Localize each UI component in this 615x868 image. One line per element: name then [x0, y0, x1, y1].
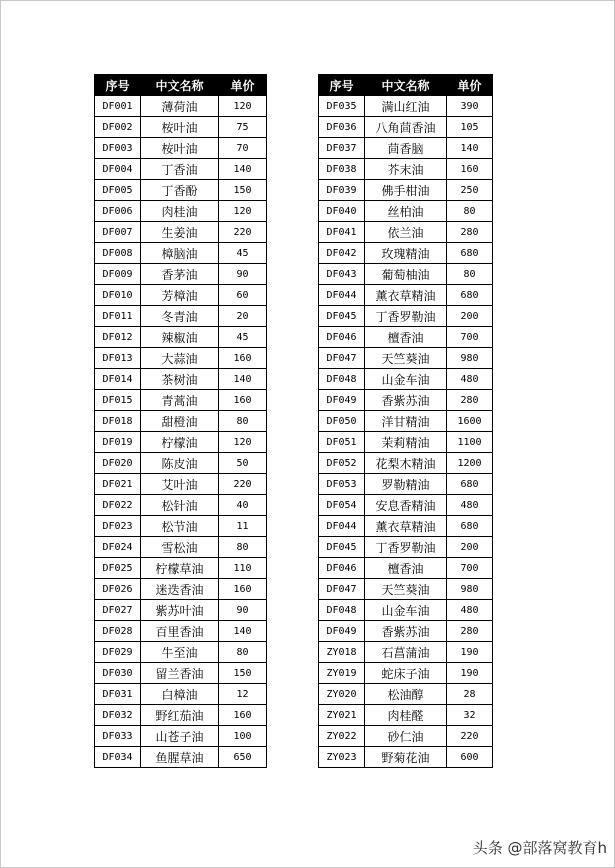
product-code-cell: DF029	[95, 642, 141, 663]
product-code-cell: DF052	[319, 453, 365, 474]
product-price-cell: 11	[219, 516, 267, 537]
header-code: 序号	[95, 75, 141, 96]
table-row	[95, 600, 267, 621]
product-code-cell: DF049	[319, 621, 365, 642]
product-price-cell: 28	[447, 684, 493, 705]
table-row	[95, 642, 267, 663]
product-code-cell: DF032	[95, 705, 141, 726]
product-code-cell: DF015	[95, 390, 141, 411]
table-row	[319, 747, 493, 768]
table-row	[95, 558, 267, 579]
product-code-cell: DF022	[95, 495, 141, 516]
product-price-cell: 220	[447, 726, 493, 747]
table-row	[319, 96, 493, 117]
product-price-cell: 110	[219, 558, 267, 579]
table-row	[319, 285, 493, 306]
product-name-cell: 罗勒精油	[365, 474, 447, 495]
table-row	[95, 96, 267, 117]
product-code-cell: ZY019	[319, 663, 365, 684]
product-code-cell: DF034	[95, 747, 141, 768]
product-name-cell: 留兰香油	[141, 663, 219, 684]
product-price-cell: 120	[219, 432, 267, 453]
product-code-cell: DF046	[319, 558, 365, 579]
product-name-cell: 茶树油	[141, 369, 219, 390]
product-code-cell: DF020	[95, 453, 141, 474]
product-price-cell: 1600	[447, 411, 493, 432]
product-name-cell: 砂仁油	[365, 726, 447, 747]
product-name-cell: 天竺葵油	[365, 348, 447, 369]
watermark: 头条 @部落窝教育h	[472, 839, 607, 857]
table-row	[319, 726, 493, 747]
product-code-cell: DF012	[95, 327, 141, 348]
product-code-cell: DF035	[319, 96, 365, 117]
table-row	[319, 222, 493, 243]
product-price-cell: 220	[219, 222, 267, 243]
product-code-cell: DF006	[95, 201, 141, 222]
table-row	[95, 138, 267, 159]
product-code-cell: DF003	[95, 138, 141, 159]
product-name-cell: 牛至油	[141, 642, 219, 663]
table-row	[319, 369, 493, 390]
product-name-cell: 安息香精油	[365, 495, 447, 516]
product-price-cell: 680	[447, 285, 493, 306]
product-code-cell: DF040	[319, 201, 365, 222]
product-code-cell: DF048	[319, 600, 365, 621]
product-price-cell: 50	[219, 453, 267, 474]
product-code-cell: ZY020	[319, 684, 365, 705]
product-code-cell: DF027	[95, 600, 141, 621]
product-price-cell: 680	[447, 516, 493, 537]
table-row	[95, 621, 267, 642]
product-name-cell: 紫苏叶油	[141, 600, 219, 621]
product-price-cell: 140	[219, 621, 267, 642]
product-code-cell: DF042	[319, 243, 365, 264]
table-row	[95, 159, 267, 180]
product-price-cell: 200	[447, 537, 493, 558]
product-price-cell: 160	[219, 705, 267, 726]
product-name-cell: 葡萄柚油	[365, 264, 447, 285]
product-name-cell: 大蒜油	[141, 348, 219, 369]
table-row	[95, 705, 267, 726]
product-code-cell: DF049	[319, 390, 365, 411]
product-name-cell: 丝柏油	[365, 201, 447, 222]
product-price-cell: 60	[219, 285, 267, 306]
header-code: 序号	[319, 75, 365, 96]
product-price-cell: 120	[219, 96, 267, 117]
product-code-cell: DF045	[319, 306, 365, 327]
product-code-cell: DF010	[95, 285, 141, 306]
product-price-cell: 390	[447, 96, 493, 117]
product-price-cell: 680	[447, 474, 493, 495]
product-name-cell: 野菊花油	[365, 747, 447, 768]
product-name-cell: 香紫苏油	[365, 390, 447, 411]
table-row	[319, 348, 493, 369]
product-price-cell: 280	[447, 621, 493, 642]
product-name-cell: 艾叶油	[141, 474, 219, 495]
table-row	[319, 642, 493, 663]
product-price-cell: 45	[219, 327, 267, 348]
product-name-cell: 百里香油	[141, 621, 219, 642]
product-code-cell: DF014	[95, 369, 141, 390]
product-name-cell: 丁香罗勒油	[365, 537, 447, 558]
product-code-cell: DF033	[95, 726, 141, 747]
product-name-cell: 野红茄油	[141, 705, 219, 726]
product-code-cell: DF018	[95, 411, 141, 432]
product-name-cell: 白樟油	[141, 684, 219, 705]
product-price-cell: 12	[219, 684, 267, 705]
product-name-cell: 山苍子油	[141, 726, 219, 747]
price-table-right	[318, 74, 493, 768]
product-code-cell: DF047	[319, 348, 365, 369]
table-row	[95, 117, 267, 138]
product-name-cell: 生姜油	[141, 222, 219, 243]
product-code-cell: DF021	[95, 474, 141, 495]
product-price-cell: 480	[447, 369, 493, 390]
product-name-cell: 辣椒油	[141, 327, 219, 348]
table-row	[319, 138, 493, 159]
product-price-cell: 190	[447, 663, 493, 684]
product-name-cell: 丁香酚	[141, 180, 219, 201]
table-row	[319, 684, 493, 705]
product-price-cell: 700	[447, 558, 493, 579]
product-name-cell: 天竺葵油	[365, 579, 447, 600]
product-code-cell: DF013	[95, 348, 141, 369]
header-name: 中文名称	[365, 75, 447, 96]
product-code-cell: DF004	[95, 159, 141, 180]
product-code-cell: DF009	[95, 264, 141, 285]
table-row	[319, 432, 493, 453]
table-row	[95, 516, 267, 537]
table-row	[95, 495, 267, 516]
product-price-cell: 160	[219, 390, 267, 411]
table-row	[95, 537, 267, 558]
product-code-cell: DF031	[95, 684, 141, 705]
product-code-cell: DF002	[95, 117, 141, 138]
product-price-cell: 140	[447, 138, 493, 159]
product-code-cell: DF026	[95, 579, 141, 600]
product-price-cell: 100	[219, 726, 267, 747]
product-code-cell: ZY022	[319, 726, 365, 747]
product-price-cell: 160	[219, 579, 267, 600]
product-code-cell: DF019	[95, 432, 141, 453]
product-price-cell: 480	[447, 495, 493, 516]
product-price-cell: 20	[219, 306, 267, 327]
product-name-cell: 松节油	[141, 516, 219, 537]
product-code-cell: DF043	[319, 264, 365, 285]
product-price-cell: 480	[447, 600, 493, 621]
product-name-cell: 迷迭香油	[141, 579, 219, 600]
product-price-cell: 90	[219, 264, 267, 285]
product-name-cell: 茴香脑	[365, 138, 447, 159]
table-row	[95, 243, 267, 264]
product-price-cell: 80	[447, 264, 493, 285]
product-price-cell: 680	[447, 243, 493, 264]
product-price-cell: 150	[219, 663, 267, 684]
table-row	[319, 495, 493, 516]
product-price-cell: 140	[219, 369, 267, 390]
product-code-cell: DF030	[95, 663, 141, 684]
product-price-cell: 75	[219, 117, 267, 138]
product-price-cell: 45	[219, 243, 267, 264]
product-price-cell: 650	[219, 747, 267, 768]
product-price-cell: 280	[447, 390, 493, 411]
product-name-cell: 陈皮油	[141, 453, 219, 474]
table-row	[95, 663, 267, 684]
product-name-cell: 满山红油	[365, 96, 447, 117]
product-code-cell: DF037	[319, 138, 365, 159]
table-row	[319, 117, 493, 138]
table-row	[95, 726, 267, 747]
product-price-cell: 980	[447, 579, 493, 600]
table-row	[95, 453, 267, 474]
table-row	[95, 201, 267, 222]
table-row	[319, 621, 493, 642]
table-row	[319, 579, 493, 600]
table-row	[95, 222, 267, 243]
product-name-cell: 肉桂醛	[365, 705, 447, 726]
product-name-cell: 依兰油	[365, 222, 447, 243]
product-price-cell: 80	[219, 411, 267, 432]
product-code-cell: DF054	[319, 495, 365, 516]
product-price-cell: 700	[447, 327, 493, 348]
header-price: 单价	[219, 75, 267, 96]
product-code-cell: DF036	[319, 117, 365, 138]
product-code-cell: DF047	[319, 579, 365, 600]
product-code-cell: DF025	[95, 558, 141, 579]
table-row	[95, 306, 267, 327]
table-row	[319, 159, 493, 180]
table-row	[319, 600, 493, 621]
product-name-cell: 檀香油	[365, 327, 447, 348]
header-price: 单价	[447, 75, 493, 96]
product-price-cell: 980	[447, 348, 493, 369]
product-name-cell: 茉莉精油	[365, 432, 447, 453]
price-table-left	[94, 74, 267, 768]
product-name-cell: 雪松油	[141, 537, 219, 558]
product-name-cell: 玫瑰精油	[365, 243, 447, 264]
table-row	[95, 474, 267, 495]
product-name-cell: 丁香罗勒油	[365, 306, 447, 327]
product-code-cell: DF045	[319, 537, 365, 558]
product-code-cell: DF028	[95, 621, 141, 642]
product-price-cell: 90	[219, 600, 267, 621]
product-price-cell: 160	[447, 159, 493, 180]
product-code-cell: DF044	[319, 516, 365, 537]
product-price-cell: 280	[447, 222, 493, 243]
table-row	[95, 180, 267, 201]
product-name-cell: 柠檬油	[141, 432, 219, 453]
table-row	[319, 390, 493, 411]
product-code-cell: DF046	[319, 327, 365, 348]
table-row	[95, 348, 267, 369]
table-row	[319, 558, 493, 579]
product-name-cell: 薰衣草精油	[365, 516, 447, 537]
product-price-cell: 200	[447, 306, 493, 327]
product-name-cell: 鱼腥草油	[141, 747, 219, 768]
table-row	[95, 327, 267, 348]
product-price-cell: 250	[447, 180, 493, 201]
product-name-cell: 石菖蒲油	[365, 642, 447, 663]
table-row	[95, 390, 267, 411]
product-code-cell: DF008	[95, 243, 141, 264]
product-code-cell: DF001	[95, 96, 141, 117]
product-price-cell: 32	[447, 705, 493, 726]
header-name: 中文名称	[141, 75, 219, 96]
table-header-row	[95, 75, 267, 96]
product-name-cell: 山金车油	[365, 600, 447, 621]
product-code-cell: DF044	[319, 285, 365, 306]
table-row	[319, 411, 493, 432]
product-code-cell: DF051	[319, 432, 365, 453]
table-row	[95, 684, 267, 705]
product-name-cell: 香茅油	[141, 264, 219, 285]
product-price-cell: 160	[219, 348, 267, 369]
product-name-cell: 薰衣草精油	[365, 285, 447, 306]
product-name-cell: 松针油	[141, 495, 219, 516]
product-price-cell: 70	[219, 138, 267, 159]
product-code-cell: ZY023	[319, 747, 365, 768]
table-row	[319, 516, 493, 537]
table-row	[319, 201, 493, 222]
product-code-cell: DF007	[95, 222, 141, 243]
table-row	[319, 663, 493, 684]
table-row	[319, 264, 493, 285]
product-price-cell: 40	[219, 495, 267, 516]
table-row	[95, 369, 267, 390]
product-price-cell: 120	[219, 201, 267, 222]
table-row	[95, 411, 267, 432]
product-code-cell: DF038	[319, 159, 365, 180]
table-row	[319, 180, 493, 201]
product-code-cell: DF053	[319, 474, 365, 495]
product-code-cell: DF050	[319, 411, 365, 432]
product-code-cell: ZY018	[319, 642, 365, 663]
product-name-cell: 花梨木精油	[365, 453, 447, 474]
product-name-cell: 松油醇	[365, 684, 447, 705]
product-code-cell: DF024	[95, 537, 141, 558]
product-price-cell: 1200	[447, 453, 493, 474]
table-row	[319, 537, 493, 558]
product-name-cell: 樟脑油	[141, 243, 219, 264]
product-name-cell: 蛇床子油	[365, 663, 447, 684]
product-price-cell: 600	[447, 747, 493, 768]
product-name-cell: 佛手柑油	[365, 180, 447, 201]
product-code-cell: DF048	[319, 369, 365, 390]
product-price-cell: 140	[219, 159, 267, 180]
table-row	[319, 306, 493, 327]
product-price-cell: 1100	[447, 432, 493, 453]
product-name-cell: 山金车油	[365, 369, 447, 390]
product-price-cell: 80	[219, 537, 267, 558]
product-name-cell: 冬青油	[141, 306, 219, 327]
table-row	[95, 264, 267, 285]
product-price-cell: 105	[447, 117, 493, 138]
table-row	[319, 327, 493, 348]
table-row	[95, 579, 267, 600]
table-header-row	[319, 75, 493, 96]
product-price-cell: 190	[447, 642, 493, 663]
product-name-cell: 香紫苏油	[365, 621, 447, 642]
product-price-cell: 80	[219, 642, 267, 663]
product-code-cell: ZY021	[319, 705, 365, 726]
product-name-cell: 桉叶油	[141, 117, 219, 138]
product-name-cell: 薄荷油	[141, 96, 219, 117]
product-name-cell: 青蒿油	[141, 390, 219, 411]
product-price-cell: 150	[219, 180, 267, 201]
product-name-cell: 桉叶油	[141, 138, 219, 159]
product-name-cell: 洋甘精油	[365, 411, 447, 432]
product-name-cell: 芥末油	[365, 159, 447, 180]
table-row	[95, 432, 267, 453]
product-name-cell: 芳樟油	[141, 285, 219, 306]
table-row	[95, 747, 267, 768]
product-name-cell: 丁香油	[141, 159, 219, 180]
table-row	[95, 285, 267, 306]
product-code-cell: DF023	[95, 516, 141, 537]
table-row	[319, 243, 493, 264]
product-price-cell: 220	[219, 474, 267, 495]
product-code-cell: DF005	[95, 180, 141, 201]
product-name-cell: 八角茴香油	[365, 117, 447, 138]
table-row	[319, 705, 493, 726]
product-name-cell: 柠檬草油	[141, 558, 219, 579]
table-row	[319, 453, 493, 474]
product-price-cell: 80	[447, 201, 493, 222]
product-code-cell: DF011	[95, 306, 141, 327]
product-name-cell: 甜橙油	[141, 411, 219, 432]
table-row	[319, 474, 493, 495]
product-name-cell: 肉桂油	[141, 201, 219, 222]
product-name-cell: 檀香油	[365, 558, 447, 579]
product-code-cell: DF041	[319, 222, 365, 243]
product-code-cell: DF039	[319, 180, 365, 201]
